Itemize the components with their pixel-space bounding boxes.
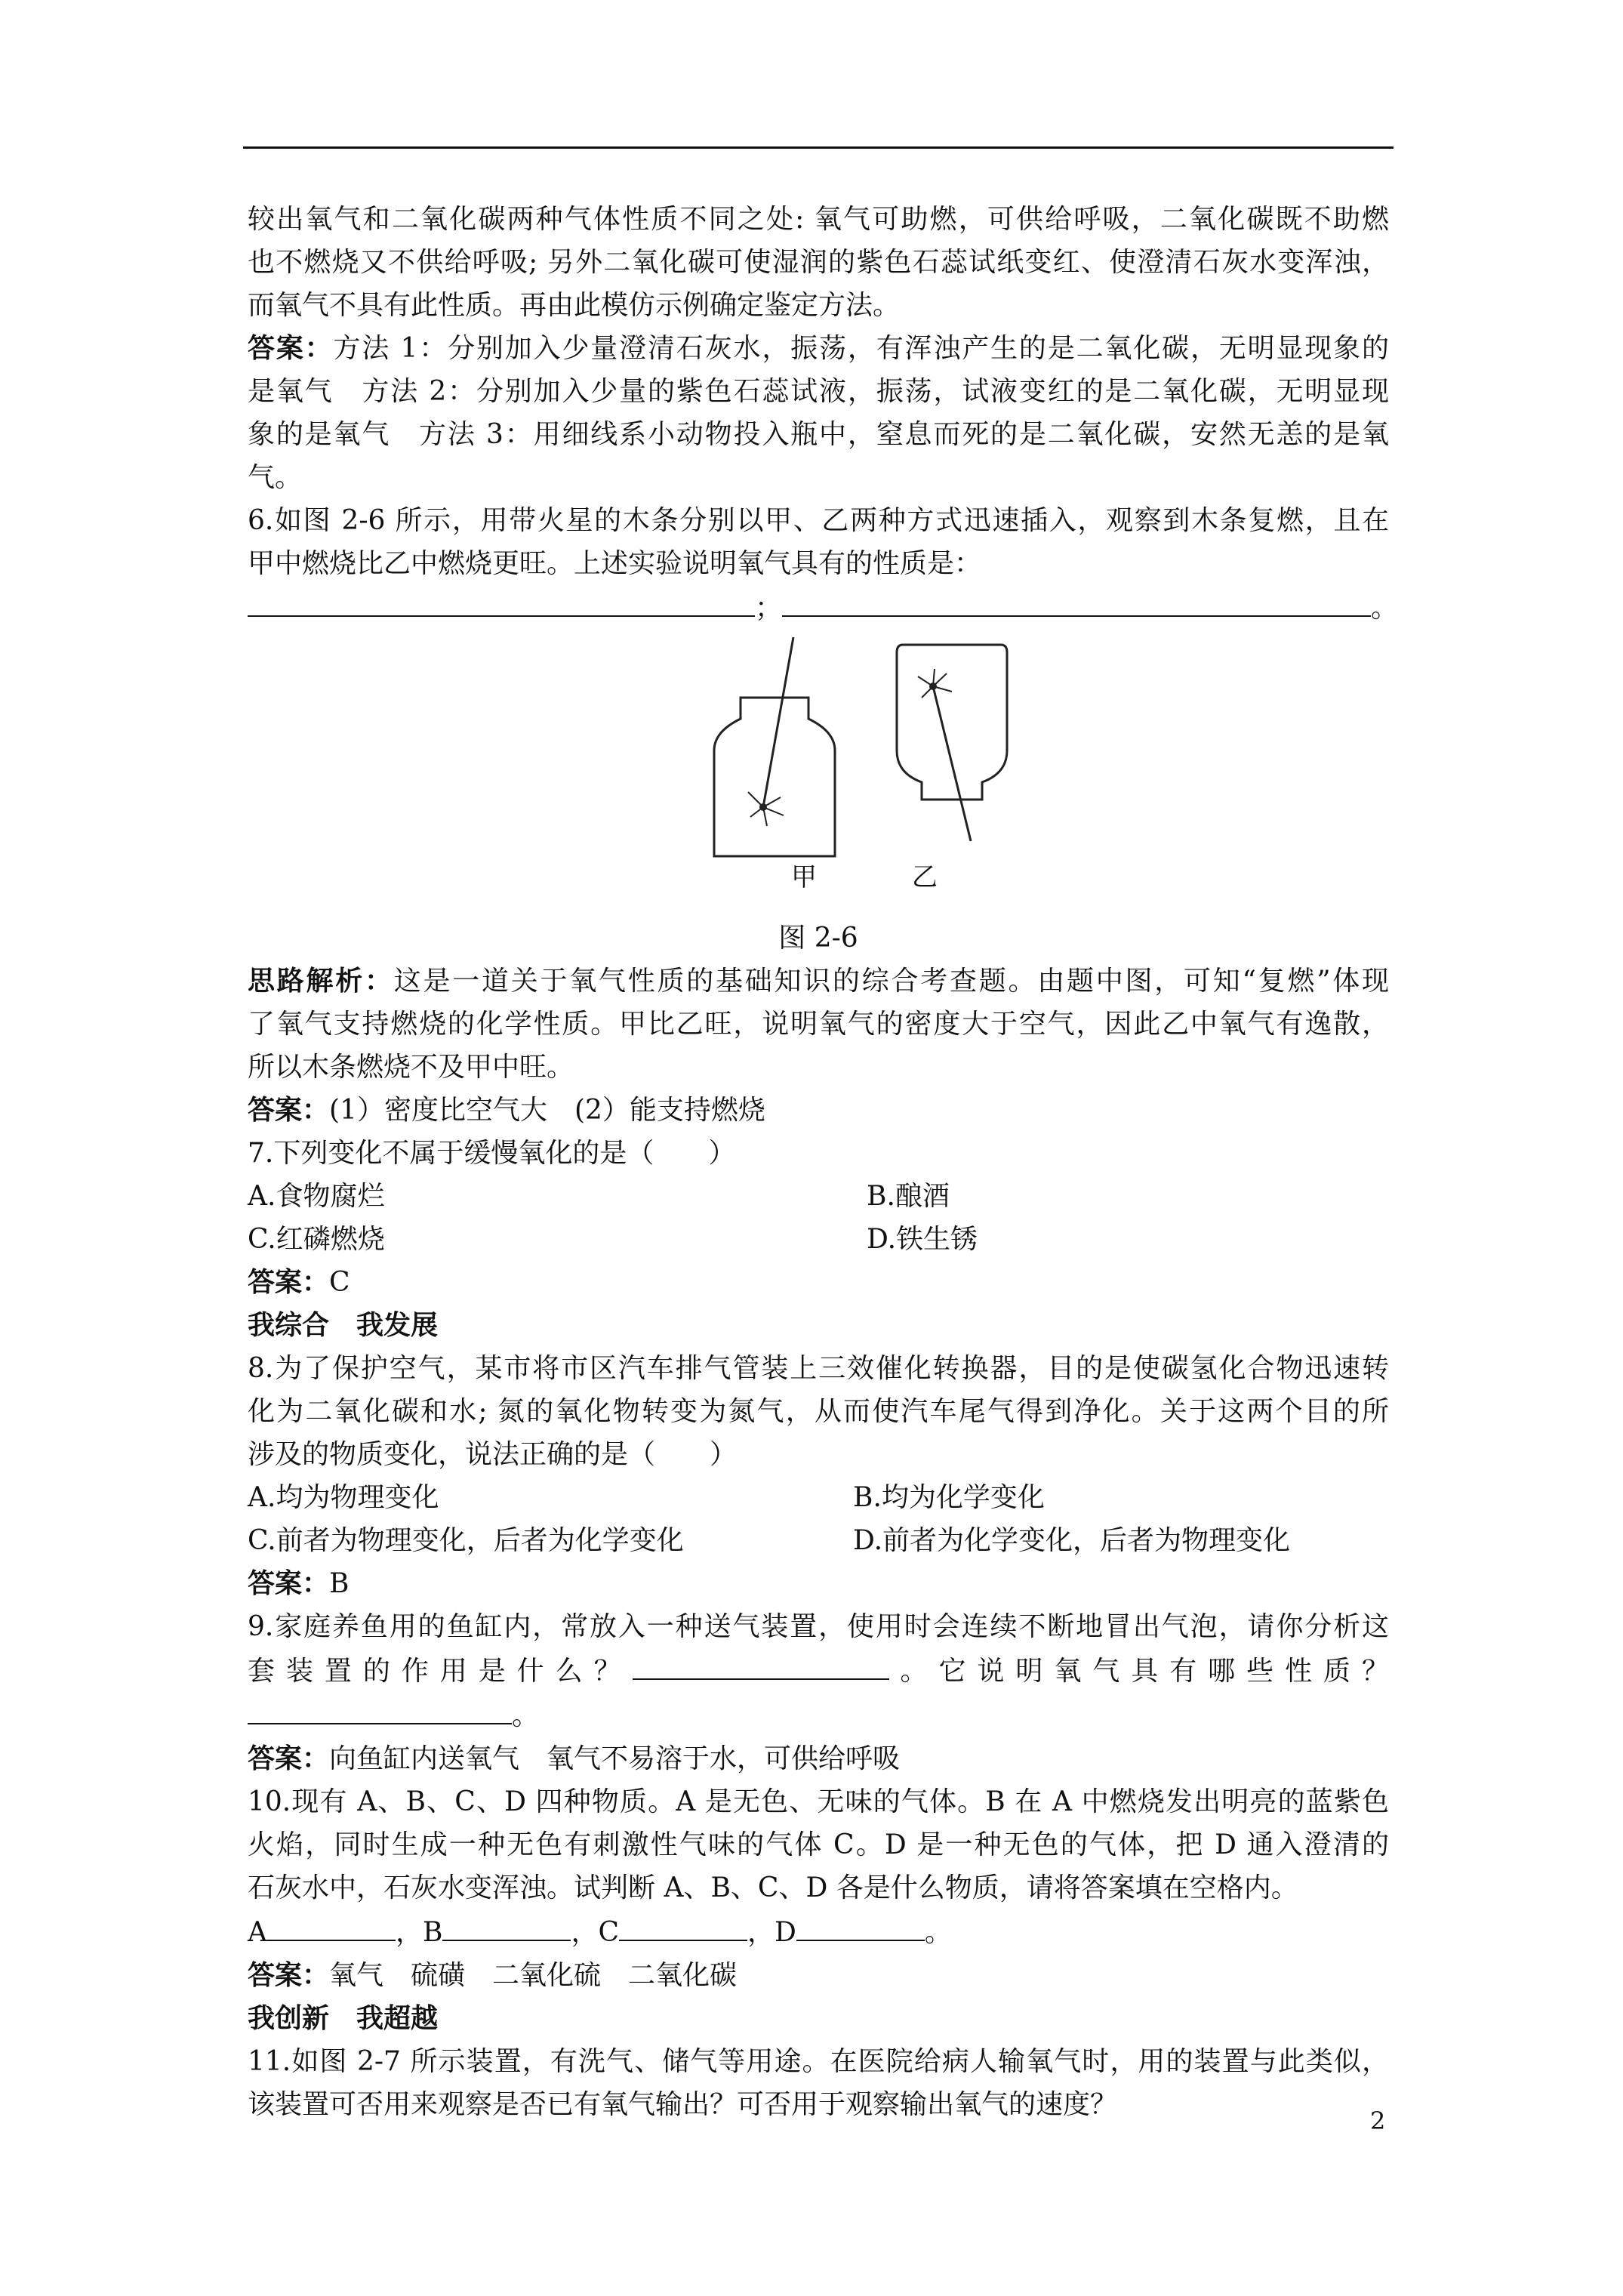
analysis-line: 所以木条燃烧不及甲中旺。 <box>248 1052 574 1083</box>
answer-label: 答案： <box>248 1094 330 1126</box>
header-rule <box>243 146 1394 149</box>
analysis-label: 思路解析： <box>248 965 394 997</box>
question-10-line: 石灰水中，石灰水变浑浊。试判断 A、B、C、D 各是什么物质，请将答案填在空格内。 <box>248 1872 1298 1903</box>
section-heading: 我创新 我超越 <box>248 2002 439 2034</box>
question-10-line: 10.现有 A、B、C、D 四种物质。A 是无色、无味的气体。B 在 A 中燃烧发出明亮的蓝紫色 <box>248 1786 1389 1817</box>
option-c: C.红磷燃烧 <box>248 1224 385 1255</box>
figure-label-jia: 甲 <box>791 862 817 892</box>
question-7-options <box>248 1175 1389 1218</box>
answer-blank[interactable] <box>248 585 755 617</box>
figure-caption: 图 2-6 <box>778 923 858 954</box>
answer-7-line: 答案：C <box>248 1266 350 1298</box>
question-11-line: 该装置可否用来观察是否已有氧气输出？可否用于观察输出氧气的速度？ <box>248 2089 1118 2120</box>
analysis-line: 思路解析：这是一道关于氧气性质的基础知识的综合考查题。由题中图，可知“复燃”体现 <box>248 965 1389 997</box>
option-a: A.食物腐烂 <box>248 1181 385 1212</box>
question-8-line: 涉及的物质变化，说法正确的是（ ） <box>248 1439 738 1470</box>
answer-label: 答案： <box>248 1743 330 1774</box>
option-d: D.铁生锈 <box>867 1224 978 1255</box>
figure-2-6 <box>248 630 1389 917</box>
question-8-options <box>248 1476 1389 1519</box>
answer-blank[interactable] <box>796 1909 925 1941</box>
answer-5-line: 象的是氧气 方法 3：用细线系小动物投入瓶中，窒息而死的是二氧化碳，安然无恙的是氧 <box>248 419 1389 450</box>
question-6-line: 甲中燃烧比乙中燃烧更旺。上述实验说明氧气具有的性质是： <box>248 548 982 579</box>
analysis-line: 了氧气支持燃烧的化学性质。甲比乙旺，说明氧气的密度大于空气，因此乙中氧气有逸散， <box>248 1009 1389 1040</box>
question-10-line: 火焰，同时生成一种无色有刺激性气味的气体 C。D 是一种无色的气体，把 D 通入澄清的 <box>248 1829 1389 1860</box>
question-11-line: 11.如图 2-7 所示装置，有洗气、储气等用途。在医院给病人输氧气时，用的装置与此类似， <box>248 2046 1389 2077</box>
answer-blank[interactable] <box>633 1648 889 1680</box>
option-a: A.均为物理变化 <box>248 1482 439 1513</box>
answer-5-line: 是氧气 方法 2：分别加入少量的紫色石蕊试液，振荡，试液变红的是二氧化碳，无明显现 <box>248 376 1389 407</box>
question-6-blanks: ； 。 <box>248 585 1389 630</box>
page-number: 2 <box>1370 2106 1386 2135</box>
answer-5-line: 答案：方法 1：分别加入少量澄清石灰水，振荡，有浑浊产生的是二氧化碳，无明显现象的 <box>248 332 1389 364</box>
question-8-options <box>248 1519 1389 1562</box>
question-9-line: 。 <box>248 1693 1389 1737</box>
answer-blank[interactable] <box>267 1909 396 1941</box>
question-6-line: 6.如图 2-6 所示，用带火星的木条分别以甲、乙两种方式迅速插入，观察到木条复燃，且在 <box>248 505 1389 536</box>
answer-label: 答案： <box>248 1567 330 1599</box>
answer-9-line: 答案：向鱼缸内送氧气 氧气不易溶于水，可供给呼吸 <box>248 1743 901 1774</box>
text-line: 较出氧气和二氧化碳两种气体性质不同之处: 氧气可助燃，可供给呼吸，二氧化碳既不助燃 <box>248 204 1389 235</box>
answer-label: 答案： <box>248 1959 330 1991</box>
option-c: C.前者为物理变化，后者为化学变化 <box>248 1525 684 1556</box>
option-b: B.均为化学变化 <box>853 1482 1045 1513</box>
question-9-line: 9.家庭养鱼用的鱼缸内，常放入一种送气装置，使用时会连续不断地冒出气泡，请你分析这 <box>248 1611 1389 1642</box>
figure-label-yi: 乙 <box>912 862 938 892</box>
answer-10-line: 答案：氧气 硫磺 二氧化硫 二氧化碳 <box>248 1959 738 1991</box>
answer-blank[interactable] <box>619 1909 747 1941</box>
bottles-diagram <box>661 637 1054 864</box>
answer-6-line: 答案：(1）密度比空气大 (2）能支持燃烧 <box>248 1094 765 1126</box>
answer-blank[interactable] <box>782 585 1371 617</box>
answer-blank[interactable] <box>442 1909 571 1941</box>
section-heading: 我综合 我发展 <box>248 1309 439 1341</box>
page-content <box>248 198 1399 2126</box>
option-d: D.前者为化学变化，后者为物理变化 <box>853 1525 1291 1556</box>
question-7-options <box>248 1218 1389 1261</box>
answer-label: 答案： <box>248 1266 330 1298</box>
text-line: 也不燃烧又不供给呼吸; 另外二氧化碳可使湿润的紫色石蕊试纸变红、使澄清石灰水变浑浊， <box>248 247 1389 278</box>
answer-label: 答案： <box>248 332 334 364</box>
answer-5-line: 气。 <box>248 462 303 493</box>
question-8-line: 化为二氧化碳和水; 氮的氧化物转变为氮气，从而使汽车尾气得到净化。关于这两个目的所 <box>248 1396 1389 1427</box>
question-10-blanks: A ，B ，C ，D 。 <box>248 1909 1389 1954</box>
question-9-line: 套装置的作用是什么？ 。它说明氧气具有哪些性质？ <box>248 1648 1389 1693</box>
question-7: 7.下列变化不属于缓慢氧化的是（ ） <box>248 1138 736 1169</box>
answer-blank[interactable] <box>248 1693 512 1724</box>
text-line: 而氧气不具有此性质。再由此模仿示例确定鉴定方法。 <box>248 290 901 321</box>
option-b: B.酿酒 <box>867 1181 950 1212</box>
question-8-line: 8.为了保护空气，某市将市区汽车排气管装上三效催化转换器，目的是使碳氢化合物迅速转 <box>248 1353 1389 1384</box>
answer-8-line: 答案：B <box>248 1567 350 1599</box>
